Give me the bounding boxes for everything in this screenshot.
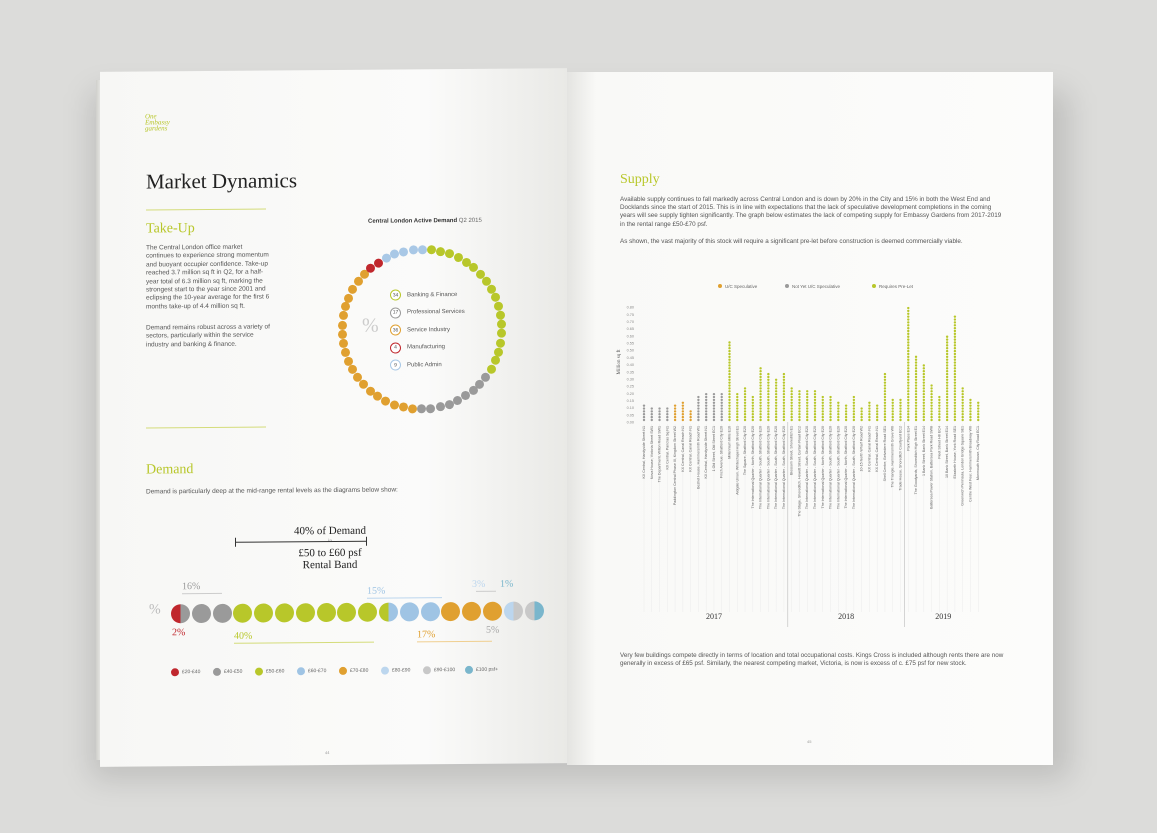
supply-bar <box>915 356 917 422</box>
legend-label: U/C Speculative <box>725 284 758 289</box>
ring-dot <box>426 404 435 413</box>
bar-category-label: The Goodyards, Shoreditch High Street E1 <box>914 426 919 495</box>
band-dot <box>525 601 544 620</box>
ring-legend-count: 9 <box>390 359 401 370</box>
supply-bar <box>651 407 653 421</box>
ring-dot <box>399 403 408 412</box>
bar-category-label: Aldgate Union, Whitechapel High Street E1 <box>735 426 740 495</box>
ring-dot <box>341 302 350 311</box>
band-underline <box>367 597 442 599</box>
y-tick-label: 0.65 <box>626 327 634 332</box>
bar-category-label: The International Quarter - South, Stratford City E20 <box>766 426 771 510</box>
band-percent-label: 40% <box>234 630 253 642</box>
supply-bar <box>767 373 769 421</box>
supply-bar <box>845 404 847 421</box>
bar-category-label: Shell Centre, Belvedere Road SE1 <box>882 426 887 482</box>
supply-bar <box>946 336 948 422</box>
rent-legend-label: £50-£60 <box>266 668 285 675</box>
supply-bar <box>759 367 761 421</box>
y-tick-label: 0.20 <box>626 391 634 396</box>
demand-heading: Demand <box>146 462 194 478</box>
band-dot <box>421 602 440 621</box>
ring-legend-label: Service Industry <box>407 326 451 333</box>
band-callout: 40% of Demand £50 to £60 psf Rental Band <box>293 524 367 572</box>
bar-category-label: Finch Avenue, Stratford City E20 <box>719 426 724 479</box>
ring-dot <box>409 245 418 254</box>
supply-bar <box>977 402 979 422</box>
ring-dot <box>436 403 445 412</box>
supply-bar <box>744 387 746 421</box>
rent-legend-swatch <box>171 668 179 676</box>
y-tick-label: 0.05 <box>626 413 634 418</box>
right-page <box>567 72 1053 765</box>
band-dot <box>504 602 523 621</box>
ring-percent-symbol: % <box>362 314 379 337</box>
ring-legend-count: 17 <box>390 307 401 318</box>
page-number: 44 <box>325 750 330 756</box>
band-percent-label: 1% <box>500 578 514 590</box>
y-tick-label: 0.50 <box>626 348 634 353</box>
y-tick-label: 0.15 <box>626 398 634 403</box>
ring-legend-item <box>390 359 442 370</box>
ring-dot <box>408 404 417 413</box>
rent-legend-label: £70-£80 <box>350 667 369 674</box>
divider <box>146 427 266 429</box>
supply-bar <box>666 407 668 421</box>
ring-dot <box>339 339 348 348</box>
ring-dot <box>338 330 347 339</box>
band-dot <box>233 604 252 623</box>
y-tick-label: 0.60 <box>626 334 634 339</box>
rent-legend-item <box>423 666 455 674</box>
bar-category-label: 10 Bank Street, Bank Street E14 <box>945 426 950 478</box>
rent-legend-item <box>171 668 200 676</box>
rental-band-labels <box>100 68 567 72</box>
ring-chart-title: Central London Active Demand Q2 2015 <box>368 217 482 225</box>
ring-legend-label: Professional Services <box>407 308 465 316</box>
y-axis-label: Million sq ft <box>617 349 622 375</box>
band-underline <box>476 591 496 592</box>
supply-bar <box>892 399 894 421</box>
ring-dot <box>497 320 506 329</box>
supply-bar <box>860 407 862 421</box>
ring-legend-item <box>390 342 445 353</box>
ring-legend-item <box>390 289 457 301</box>
ring-dot <box>399 247 408 256</box>
supply-bar <box>689 410 691 421</box>
supply-bar <box>736 393 738 421</box>
y-tick-label: 0.40 <box>626 363 634 368</box>
bar-category-label: Millennium Mills E16 <box>727 426 732 459</box>
supply-bar <box>705 393 707 421</box>
supply-bar <box>713 393 715 421</box>
ring-dot <box>494 301 503 310</box>
supply-paragraph-2: As shown, the vast majority of this stock will require a significant pre-let before construction is deemed commercially viable. <box>620 238 963 245</box>
ring-dot <box>417 405 426 414</box>
supply-bar <box>961 387 963 421</box>
band-percent-symbol: % <box>149 602 161 618</box>
takeup-paragraph-2: Demand remains robust across a variety of sectors, particularly within the service industry and banking & finance. <box>146 323 270 349</box>
band-percent-label: 16% <box>182 581 201 593</box>
rent-legend-label: £80-£90 <box>392 667 411 674</box>
ring-dot <box>445 249 454 258</box>
rent-legend-swatch <box>213 668 221 676</box>
rent-legend-label: £90-£100 <box>434 667 456 674</box>
y-tick-label: 0.00 <box>626 420 634 425</box>
ring-legend-count: 4 <box>390 342 401 353</box>
ring-dot <box>496 338 505 347</box>
bar-category-label: The Triangle, Hammersmith Grove W6 <box>890 426 895 488</box>
ring-dot <box>427 245 436 254</box>
rent-legend-swatch <box>297 667 305 675</box>
supply-bar <box>837 402 839 422</box>
supply-bar <box>938 396 940 421</box>
ring-dot <box>341 348 350 357</box>
bar-category-label: The Stage, Shoreditch, Hewett Street, Curtain Road EC2 <box>797 426 802 517</box>
rent-legend-item <box>213 668 242 676</box>
band-bracket-left <box>235 538 236 547</box>
bar-category-label: Blossom Street, Shoreditch E1 <box>789 426 794 475</box>
ring-legend-item <box>390 306 465 318</box>
rent-legend-label: £20-£40 <box>182 669 201 676</box>
band-underline <box>417 641 492 643</box>
bar-category-label: The International Quarter - South, Stratford City E20 <box>828 426 833 510</box>
rent-legend-swatch <box>423 666 431 674</box>
band-percent-label: 2% <box>172 627 186 639</box>
band-percent-label: 17% <box>417 629 436 641</box>
ring-dot <box>487 364 496 373</box>
band-dot <box>400 602 419 621</box>
bar-category-label: Centre West Four, Hammersmith Broadway W6 <box>968 426 973 502</box>
ring-legend-label: Banking & Finance <box>407 291 458 298</box>
band-dot <box>213 604 232 623</box>
supply-paragraph-3: Very few buildings compete directly in terms of location and total occupational costs. Kings Cross is included although rents there are now generally in excess of £65 psf. Similarly, the nearest competing market, Victoria, is now is excess of c. £75 psf for new stock. <box>620 652 1004 668</box>
divider <box>146 209 266 211</box>
supply-bar <box>790 387 792 421</box>
rent-legend-label: £60-£70 <box>308 668 327 675</box>
y-tick-label: 0.70 <box>626 320 634 325</box>
band-underline <box>234 642 374 644</box>
ring-dot <box>453 396 462 405</box>
bar-category-label: KX Central, Canal Reach N1 <box>688 426 693 472</box>
year-group-label: 2017 <box>705 612 722 621</box>
supply-bar <box>806 390 808 421</box>
supply-bar <box>798 390 800 421</box>
ring-dot <box>461 391 470 400</box>
supply-bar <box>884 373 886 421</box>
ring-legend-count: 34 <box>390 289 401 300</box>
bar-category-label: The International Quarter - North, Stratford City E20 <box>750 426 755 509</box>
bar-category-label: The International Quarter - North, Stratford City E20 <box>844 426 849 509</box>
band-dot <box>337 603 356 622</box>
year-group-label: 2019 <box>935 612 952 621</box>
rent-legend-swatch <box>381 667 389 675</box>
takeup-paragraph-1: The Central London office market continues to experience strong momentum and buoyant occupier confidence. Take-up reached 3.7 million sq ft in Q2, for a half-year total of 6.3 million sq ft, marking the strongest start to the year since 2001 and eclipsing the 10-year average for the first 6 months take-up of 4.4 million sq ft. <box>146 243 270 311</box>
supply-bar <box>822 396 824 421</box>
bar-category-label: The International Quarter - South, Stratford City E20 <box>836 426 841 510</box>
bar-category-label: Monmouth House, City Road EC1 <box>976 426 981 481</box>
left-page <box>100 68 567 767</box>
y-tick-label: 0.80 <box>626 305 634 310</box>
supply-paragraph-1: Available supply continues to fall markedly across Central London and is down by 20% in the City and 15% in both the West End and Docklands since the start of 2015. This is in line with expectations that the lack of speculative development completions in the coming years will see supply tighten significantly. The graph below estimates the lack of competing supply for Embassy Gardens from 2017-2019 in the rental range £50-£70 psf. <box>620 196 1002 228</box>
legend-swatch <box>785 284 789 288</box>
bar-category-label: The Department, Wilton Road SW1 <box>657 426 662 483</box>
supply-bar <box>954 315 956 421</box>
ring-dot <box>338 320 347 329</box>
band-percent-label: 15% <box>367 585 386 597</box>
ring-dot <box>390 400 399 409</box>
ring-legend-item <box>390 324 450 335</box>
supply-bar <box>814 390 816 421</box>
rent-legend-item <box>255 667 284 675</box>
legend-label: Requires Pre-Let <box>879 284 914 289</box>
ring-dot <box>348 285 357 294</box>
band-dot <box>254 603 273 622</box>
y-tick-label: 0.55 <box>626 341 634 346</box>
bar-category-label: KX Central, Pancras Sq N1 <box>665 426 670 470</box>
bar-category-label: The International Quarter - South, Stratford City E20 <box>805 426 810 510</box>
rent-legend-item <box>381 666 410 674</box>
bar-category-label: Elizabeth House, York Road SE1 <box>952 426 957 479</box>
ring-dot <box>418 245 427 254</box>
ring-dot <box>381 396 390 405</box>
band-percent-label: 5% <box>486 624 500 636</box>
band-dot <box>171 604 190 623</box>
ring-dot <box>481 372 490 381</box>
supply-bar <box>969 399 971 421</box>
ring-dot <box>366 386 375 395</box>
supply-bar <box>853 396 855 421</box>
ring-dot <box>436 247 445 256</box>
ring-dot <box>496 311 505 320</box>
rent-legend-item <box>465 666 498 674</box>
bar-category-label: The International Quarter - North, Stratford City E20 <box>820 426 825 509</box>
rent-legend-swatch <box>465 666 473 674</box>
brand-logo: One Embassy gardens <box>145 112 170 133</box>
bar-category-label: KX Central, Canal Reach N1 <box>875 426 880 472</box>
ring-dot <box>344 293 353 302</box>
bar-category-label: The International Quarter - South, Stratford City E20 <box>774 426 779 510</box>
rent-legend-label: £40-£50 <box>224 668 243 675</box>
supply-bar <box>643 404 645 421</box>
ring-dot <box>469 386 478 395</box>
bar-category-label: KX Central, Handyside Street N1 <box>704 426 709 479</box>
supply-bar <box>752 396 754 421</box>
band-dot <box>441 602 460 621</box>
rent-legend-item <box>297 667 326 675</box>
rent-legend-swatch <box>255 668 263 676</box>
page-title: Market Dynamics <box>146 168 298 194</box>
legend-swatch <box>872 284 876 288</box>
y-tick-label: 0.45 <box>626 355 634 360</box>
y-tick-label: 0.30 <box>626 377 634 382</box>
band-bracket-right <box>366 537 367 546</box>
bar-category-label: Nova House, Victoria Street SW1 <box>649 426 654 480</box>
bar-category-label: KX Central, Canal Reach N1 <box>680 426 685 472</box>
demand-paragraph: Demand is particularly deep at the mid-range rental levels as the diagrams below show: <box>146 486 398 496</box>
y-tick-label: 0.25 <box>626 384 634 389</box>
supply-bar <box>658 407 660 421</box>
ring-dot <box>354 277 363 286</box>
supply-bar <box>923 364 925 421</box>
rent-legend-swatch <box>339 667 347 675</box>
supply-bar <box>930 384 932 421</box>
supply-bar <box>876 404 878 421</box>
ring-dot <box>344 357 353 366</box>
band-dot <box>358 603 377 622</box>
legend-swatch <box>718 284 722 288</box>
bar-category-label: Park Place E14 <box>906 426 911 451</box>
bar-category-label: Battersea Power Station, Battersea Park Road SW8 <box>929 426 934 509</box>
supply-bar <box>728 341 730 421</box>
bar-category-label: Greenwich Peninsula, London Bridge Square SE1 <box>960 426 965 506</box>
band-dot <box>192 604 211 623</box>
ring-legend-label: Public Admin <box>407 361 442 368</box>
bar-category-label: The International Quarter - South, Stratford City E20 <box>851 426 856 510</box>
y-tick-label: 0.35 <box>626 370 634 375</box>
ring-dot <box>494 347 503 356</box>
rent-legend <box>171 666 511 681</box>
ring-dot <box>491 293 500 302</box>
ring-dot <box>445 400 454 409</box>
bar-category-label: The International Quarter - South, Stratford City E20 <box>781 426 786 510</box>
rent-legend-item <box>339 667 368 675</box>
supply-bar <box>674 404 676 421</box>
supply-bar <box>697 396 699 421</box>
band-dot <box>379 602 398 621</box>
band-dot <box>483 602 502 621</box>
bar-category-label: Fleet Street Hill EC4 <box>937 426 942 459</box>
band-percent-label: 3% <box>472 578 486 590</box>
bar-category-label: KX Central, Canal Reach N1 <box>867 426 872 472</box>
band-dot <box>296 603 315 622</box>
supply-bar <box>868 402 870 422</box>
rent-legend-label: £100 psf+ <box>476 666 499 673</box>
band-dot <box>317 603 336 622</box>
supply-bar <box>682 402 684 422</box>
band-dot <box>275 603 294 622</box>
band-underline <box>182 593 222 594</box>
ring-legend-count: 36 <box>390 324 401 335</box>
ring-dot <box>497 329 506 338</box>
bar-category-label: The International Quarter - South, Stratford City E20 <box>758 426 763 510</box>
bar-category-label: The International Quarter - South, Stratford City E20 <box>813 426 817 510</box>
bar-category-label: 1 Old Street, Old Street EC1 <box>711 426 716 472</box>
y-tick-label: 0.10 <box>626 406 634 411</box>
supply-bar <box>783 373 785 421</box>
year-group-label: 2018 <box>838 612 855 621</box>
supply-heading: Supply <box>620 172 660 187</box>
bar-category-label: The Square, Stratford City E20 <box>743 426 748 476</box>
bar-category-label: 1 Bank Street, Bank Street E14 <box>921 426 926 476</box>
takeup-heading: Take-Up <box>146 221 195 237</box>
bar-category-label: Bezhet House, Hammersmith Road W1 <box>696 426 701 489</box>
supply-bar <box>775 379 777 422</box>
supply-bar <box>829 396 831 421</box>
y-tick-label: 0.75 <box>626 312 634 317</box>
band-dot <box>462 602 481 621</box>
bar-category-label: Paddington Central Phase III, Kingdom Street W2 <box>673 426 678 506</box>
bar-category-label: KX Central, Handyside Street N1 <box>642 426 646 479</box>
supply-chart <box>612 272 1022 632</box>
ring-legend-label: Manufacturing <box>407 344 446 351</box>
ring-dot <box>390 250 399 259</box>
supply-bar <box>907 307 909 421</box>
supply-bar <box>721 393 723 421</box>
legend-label: Not Yet U/C Speculative <box>792 284 841 289</box>
supply-bar <box>899 399 901 421</box>
ring-dot <box>339 311 348 320</box>
page-number: 45 <box>807 739 812 744</box>
bar-category-label: 10-15 North Wharf Road W2 <box>859 426 864 472</box>
bar-category-label: Trade House, Shoreditch Courtyard EC2 <box>898 426 903 491</box>
